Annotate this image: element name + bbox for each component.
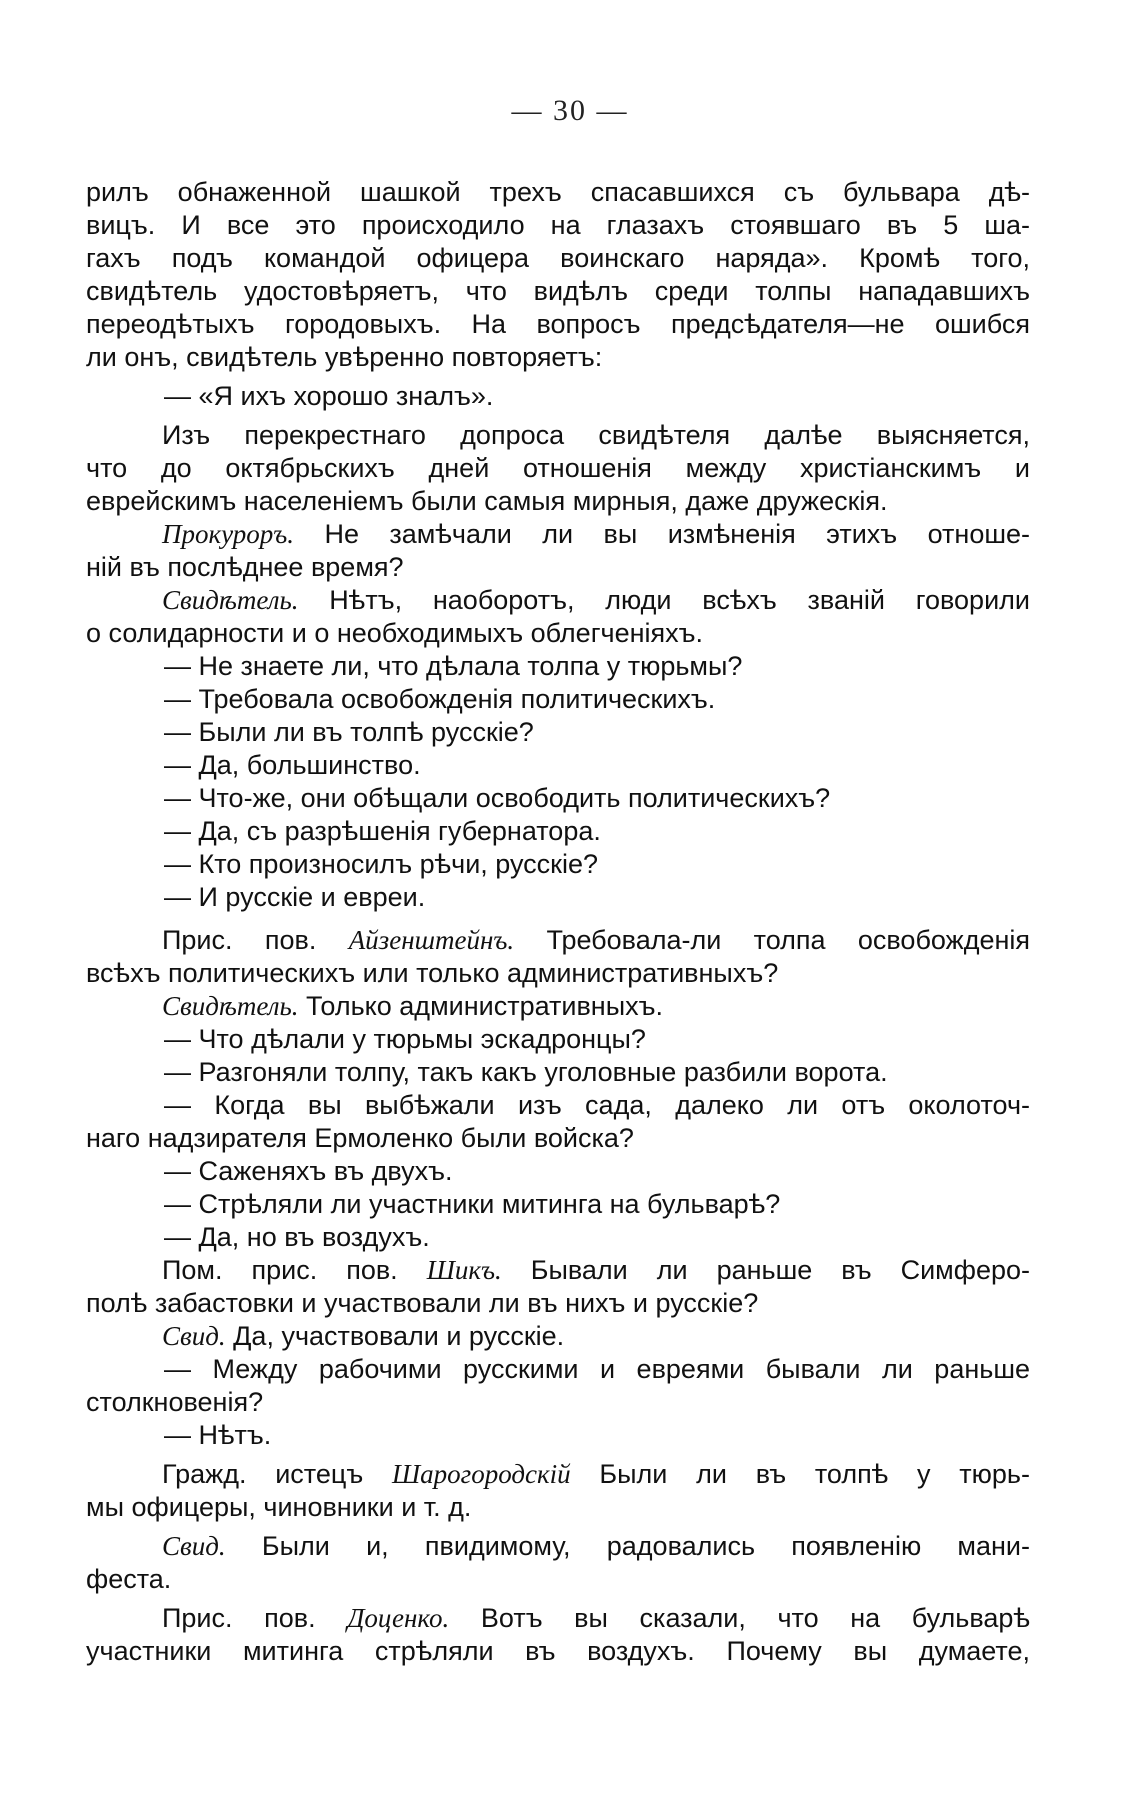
speaker-name: Свид. [162,1321,226,1351]
text-line: еврейскимъ населеніемъ были самыя мирныя, даже дружескія. [86,486,888,516]
speaker-prefix: Гражд. истецъ [162,1459,393,1489]
text-line: столкновенія? [86,1387,264,1417]
speaker-name: Доценко. [347,1603,450,1633]
dialogue-line: — Требовала освобожденія политическихъ. [164,684,716,714]
dialogue-line: — Саженяхъ въ двухъ. [164,1156,453,1186]
text-line: ній въ послѣднее время? [86,552,404,582]
speaker-line [86,1254,1030,1287]
dialogue-line: — Да, но въ воздухъ. [164,1222,430,1252]
dialogue-line: — Между рабочими русскими и евреями бывали ли раньше [164,1354,1030,1384]
speaker-line [86,584,1030,617]
dialogue-line: — Стрѣляли ли участники митинга на бульварѣ? [164,1189,781,1219]
speaker-text: Бывали ли раньше въ Симферо- [501,1255,1030,1285]
dialogue-line: — Да, большинство. [164,750,421,780]
speaker-text: Нѣтъ, наоборотъ, люди всѣхъ званій говорили [298,585,1030,615]
text-line: вицъ. И все это происходило на глазахъ стоявшаго въ 5 ша- [86,210,1030,240]
text-line: гахъ подъ командой офицера воинскаго наряда». Кромѣ того, [86,243,1030,273]
text-line: что до октябрьскихъ дней отношенія между христіанскимъ и [86,453,1030,483]
dialogue-line: — Кто произносилъ рѣчи, русскіе? [164,849,599,879]
dialogue-line: — Что-же, они обѣщали освободить политическихъ? [164,783,831,813]
speaker-name: Айзенштейнъ. [348,925,515,955]
speaker-name: Свидѣтель. [162,585,299,615]
dialogue-line: — «Я ихъ хорошо зналъ». [164,381,494,411]
speaker-prefix: Прис. пов. [162,1603,348,1633]
speaker-line [86,1530,1030,1563]
dialogue-line: — Не знаете ли, что дѣлала толпа у тюрьмы? [164,651,743,681]
dialogue-line: — Да, съ разрѣшенія губернатора. [164,816,601,846]
speaker-name: Шарогородскій [392,1459,571,1489]
text-line: ли онъ, свидѣтель увѣренно повторяетъ: [86,342,603,372]
dialogue-line: — Были ли въ толпѣ русскіе? [164,717,534,747]
speaker-name: Свидѣтель. [162,991,299,1021]
speaker-text: Были ли въ толпѣ у тюрь- [570,1459,1030,1489]
speaker-text: Требовала-ли толпа освобожденія [514,925,1030,955]
text-line: участники митинга стрѣляли въ воздухъ. Почему вы думаете, [86,1636,1030,1666]
speaker-name: Прокуроръ. [162,519,295,549]
speaker-text: Были и, пвидимому, радовались появленію мани- [225,1531,1030,1561]
speaker-line [86,924,1030,957]
text-line: рилъ обнаженной шашкой трехъ спасавшихся съ бульвара дѣ- [86,177,1030,207]
page-number: — 30 — [511,94,629,127]
text-line: всѣхъ политическихъ или только административныхъ? [86,958,779,988]
speaker-line [86,1602,1030,1635]
text-line: свидѣтель удостовѣряетъ, что видѣлъ среди толпы нападавшихъ [86,276,1030,306]
speaker-text: Да, участвовали и русскіе. [225,1321,565,1351]
speaker-text: Только административныхъ. [298,991,663,1021]
page-text [86,176,1030,1668]
text-line: полѣ забастовки и участвовали ли въ нихъ и русскіе? [86,1288,759,1318]
speaker-line [86,1320,1030,1353]
text-line: переодѣтыхъ городовыхъ. На вопросъ предсѣдателя—не ошибся [86,309,1030,339]
dialogue-line: — Разгоняли толпу, такъ какъ уголовные разбили ворота. [164,1057,888,1087]
dialogue-line: — Что дѣлали у тюрьмы эскадронцы? [164,1024,646,1054]
speaker-name: Свид. [162,1531,226,1561]
text-line: о солидарности и о необходимыхъ облегченіяхъ. [86,618,704,648]
speaker-line [86,518,1030,551]
speaker-line [86,990,1030,1023]
text-line: мы офицеры, чиновники и т. д. [86,1492,472,1522]
dialogue-line: — Нѣтъ. [164,1420,272,1450]
speaker-name: Шикъ. [426,1255,502,1285]
dialogue-line: — Когда вы выбѣжали изъ сада, далеко ли отъ околоточ- [164,1090,1030,1120]
speaker-prefix: Пом. прис. пов. [162,1255,427,1285]
speaker-text: Вотъ вы сказали, что на бульварѣ [449,1603,1030,1633]
speaker-text: Не замѣчали ли вы измѣненія этихъ отноше- [294,519,1030,549]
text-line: наго надзирателя Ермоленко были войска? [86,1123,634,1153]
dialogue-line: — И русскіе и евреи. [164,882,426,912]
text-line: Изъ перекрестнаго допроса свидѣтеля далѣе выясняется, [162,420,1030,450]
speaker-line [86,1458,1030,1491]
text-line: феста. [86,1564,172,1594]
speaker-prefix: Прис. пов. [162,925,349,955]
